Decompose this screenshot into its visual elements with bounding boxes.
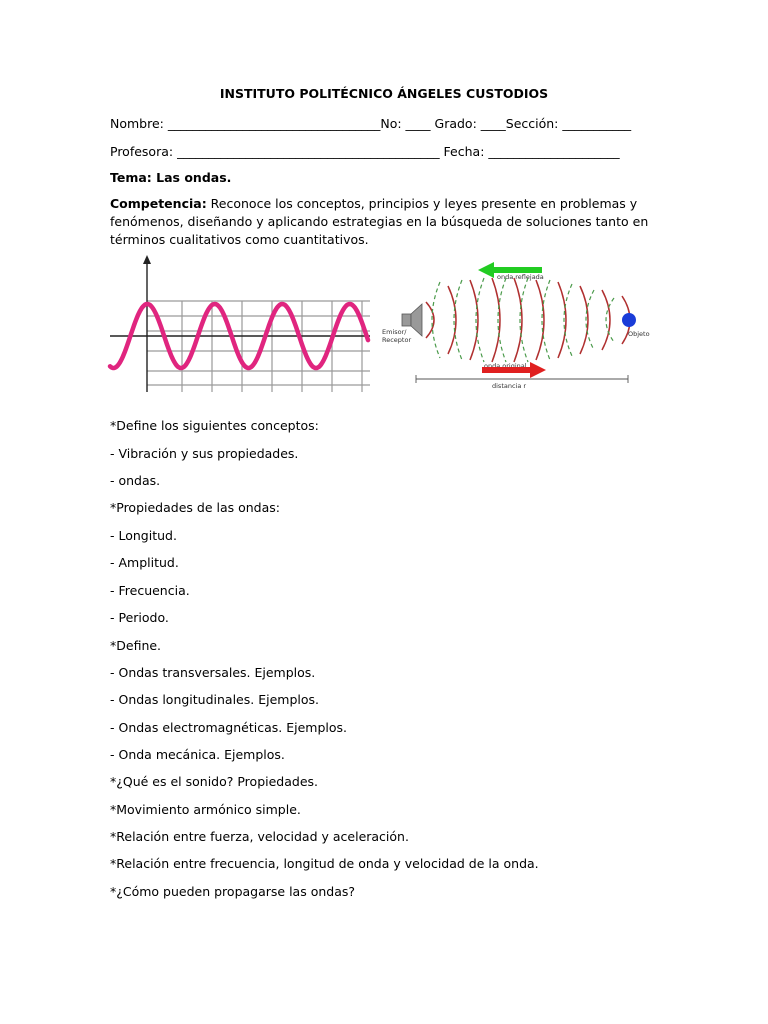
axes	[110, 260, 370, 392]
original-wave-front	[580, 286, 588, 354]
question-item: *Movimiento armónico simple.	[110, 802, 301, 817]
tema-line: Tema: Las ondas.	[110, 170, 232, 185]
original-wave-front	[492, 278, 500, 362]
nombre-line: Nombre: __________________________________No: ____ Grado: ____Sección: ___________	[110, 116, 632, 131]
reflected-wave-front	[454, 280, 462, 360]
original-wave-front	[514, 278, 522, 362]
wave-fronts	[426, 278, 630, 362]
objeto-label: Objeto	[628, 330, 650, 338]
original-wave-front	[536, 280, 544, 360]
question-item: *Define los siguientes conceptos:	[110, 418, 319, 433]
echo-diagram	[378, 258, 658, 398]
sine-wave-figure	[105, 252, 375, 397]
question-item: - ondas.	[110, 473, 161, 488]
reflected-wave-front	[542, 280, 550, 360]
question-item: - Longitud.	[110, 528, 177, 543]
competencia-paragraph	[110, 195, 660, 249]
question-item: - Onda mecánica. Ejemplos.	[110, 747, 285, 762]
question-item: - Periodo.	[110, 610, 169, 625]
reflected-wave-label: onda reflejada	[497, 273, 544, 281]
distance-label: distancia r	[492, 382, 527, 390]
question-item: *¿Cómo pueden propagarse las ondas?	[110, 884, 356, 899]
question-item: - Amplitud.	[110, 555, 179, 570]
question-item: *Relación entre frecuencia, longitud de onda y velocidad de la onda.	[110, 856, 539, 871]
receptor-label: Receptor	[382, 336, 412, 344]
question-item: *Define.	[110, 638, 162, 653]
grid	[147, 301, 370, 392]
question-item: - Ondas transversales. Ejemplos.	[110, 665, 316, 680]
original-wave-front	[558, 282, 566, 358]
question-item: *Relación entre fuerza, velocidad y aceleración.	[110, 829, 409, 844]
original-wave-front	[448, 286, 456, 354]
reflected-wave-front	[432, 282, 440, 358]
reflected-wave-front	[586, 290, 594, 350]
emisor-label: Emisor/	[382, 328, 407, 336]
question-item: - Ondas longitudinales. Ejemplos.	[110, 692, 319, 707]
question-item: - Vibración y sus propiedades.	[110, 446, 299, 461]
reflected-wave-front	[476, 278, 484, 362]
axis-arrow-up	[143, 255, 151, 264]
question-item: *¿Qué es el sonido? Propiedades.	[110, 774, 319, 789]
question-item: - Ondas electromagnéticas. Ejemplos.	[110, 720, 347, 735]
original-wave-label: onda original	[484, 362, 527, 370]
reflected-wave-front	[498, 278, 506, 362]
reflected-wave-front	[564, 284, 572, 356]
document-title: INSTITUTO POLITÉCNICO ÁNGELES CUSTODIOS	[219, 86, 549, 101]
question-item: *Propiedades de las ondas:	[110, 500, 280, 515]
competencia-text: Reconoce los conceptos, principios y leyes presente en problemas y fenómenos, diseñando y aplicando estrategias en la búsqueda de soluciones tanto en términos cualitativos como cuantitativos.	[110, 196, 649, 247]
original-wave-front	[470, 280, 478, 360]
competencia-label: Competencia:	[110, 196, 207, 211]
reflected-wave-front	[520, 278, 528, 362]
question-item: - Frecuencia.	[110, 583, 190, 598]
profesora-line: Profesora: __________________________________________ Fecha: _____________________	[110, 144, 620, 159]
object-ball	[622, 313, 636, 327]
